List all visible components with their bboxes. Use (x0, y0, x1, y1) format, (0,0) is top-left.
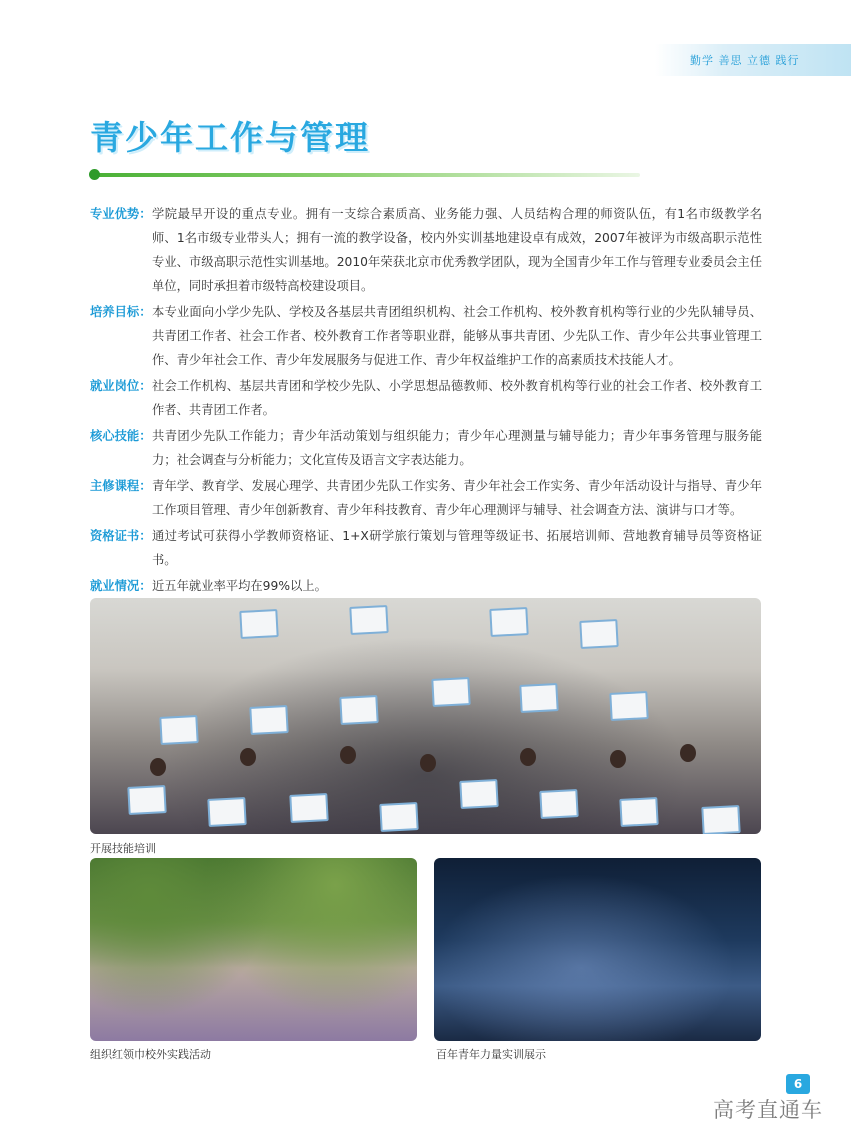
certificate-shape (379, 802, 418, 832)
photo-caption: 组织红领巾校外实践活动 (90, 1048, 211, 1061)
certificate-shape (619, 797, 658, 827)
certificate-shape (289, 793, 328, 823)
section-goal (90, 300, 762, 372)
section-label: 主修课程： (90, 479, 152, 493)
person-shape (240, 748, 256, 766)
photo-caption: 开展技能培训 (90, 842, 156, 855)
watermark-text: 高考直通车 (713, 1098, 823, 1122)
section-text: 通过考试可获得小学教师资格证、1+X研学旅行策划与管理等级证书、拓展培训师、营地教育辅导员等资格证书。 (152, 529, 762, 567)
school-motto: 勤学 善思 立德 践行 (690, 54, 800, 67)
section-text: 青年学、教育学、发展心理学、共青团少先队工作实务、青少年社会工作实务、青少年活动设计与指导、青少年工作项目管理、青少年创新教育、青少年科技教育、青少年心理测评与辅导、社会调查方法、演讲与口才等。 (152, 479, 762, 517)
section-label: 就业岗位： (90, 379, 152, 393)
certificate-shape (349, 605, 388, 635)
section-text: 近五年就业率平均在99%以上。 (152, 579, 327, 593)
person-shape (150, 758, 166, 776)
skills-training-photo (90, 598, 761, 834)
section-employment (90, 574, 762, 598)
person-shape (610, 750, 626, 768)
section-text: 社会工作机构、基层共青团和学校少先队、小学思想品德教师、校外教育机构等行业的社会工作者、校外教育工作者、共青团工作者。 (152, 379, 762, 417)
certificate-shape (159, 715, 198, 745)
photo-caption: 百年青年力量实训展示 (436, 1048, 546, 1061)
section-courses (90, 474, 762, 522)
program-sections (90, 202, 762, 600)
certificate-shape (701, 805, 740, 834)
section-label: 就业情况： (90, 579, 152, 593)
certificate-shape (579, 619, 618, 649)
person-shape (340, 746, 356, 764)
section-positions (90, 374, 762, 422)
certificate-shape (489, 607, 528, 637)
certificate-shape (459, 779, 498, 809)
certificate-shape (431, 677, 470, 707)
certificate-shape (127, 785, 166, 815)
section-text: 共青团少先队工作能力；青少年活动策划与组织能力；青少年心理测量与辅导能力；青少年事务管理与服务能力；社会调查与分析能力；文化宣传及语言文字表达能力。 (152, 429, 762, 467)
section-text: 学院最早开设的重点专业。拥有一支综合素质高、业务能力强、人员结构合理的师资队伍，有1名市级教学名师、1名市级专业带头人；拥有一流的教学设备，校内外实训基地建设卓有成效，2007年被评为市级高职示范性专业、市级高职示范性实训基地。2010年荣获北京市优秀教学团队，现为全国青少年工作与管理专业委员会主任单位，同时承担着市级特高校建设项目。 (152, 207, 762, 293)
page-title: 青少年工作与管理 (90, 118, 370, 157)
section-skills (90, 424, 762, 472)
certificate-shape (609, 691, 648, 721)
certificate-shape (249, 705, 288, 735)
section-advantage (90, 202, 762, 298)
certificate-shape (519, 683, 558, 713)
person-shape (520, 748, 536, 766)
section-label: 培养目标： (90, 305, 152, 319)
certificate-shape (339, 695, 378, 725)
certificate-shape (539, 789, 578, 819)
certificate-shape (239, 609, 278, 639)
outdoor-activity-photo (90, 858, 417, 1041)
person-shape (420, 754, 436, 772)
stage-performance-photo (434, 858, 761, 1041)
title-divider-dot (89, 169, 100, 180)
section-certificates (90, 524, 762, 572)
certificate-shape (207, 797, 246, 827)
section-label: 专业优势： (90, 207, 152, 221)
section-text: 本专业面向小学少先队、学校及各基层共青团组织机构、社会工作机构、校外教育机构等行业的少先队辅导员、共青团工作者、社会工作者、校外教育工作者等职业群，能够从事共青团、少先队工作、青少年公共事业管理工作、青少年社会工作、青少年发展服务与促进工作、青少年权益维护工作的高素质技术技能人才。 (152, 305, 762, 367)
person-shape (680, 744, 696, 762)
section-label: 资格证书： (90, 529, 152, 543)
section-label: 核心技能： (90, 429, 152, 443)
title-divider (92, 173, 640, 177)
page-number: 6 (786, 1074, 810, 1094)
